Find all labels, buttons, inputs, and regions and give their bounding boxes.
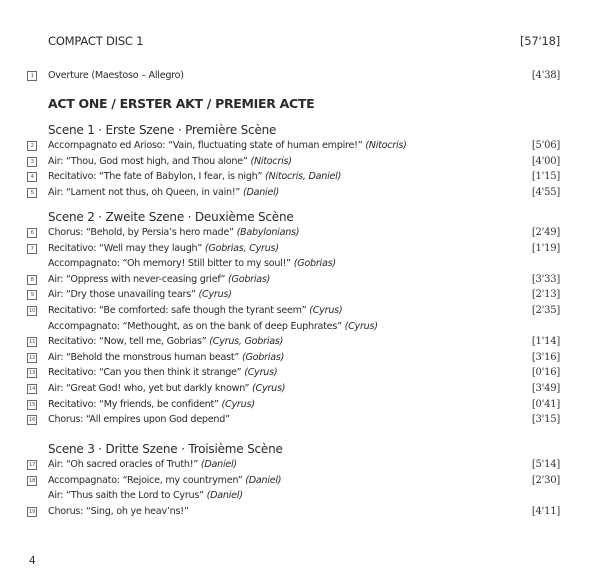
track-row bbox=[27, 154, 560, 169]
track-performers: (Daniel) bbox=[200, 459, 237, 470]
track-duration: [4'00] bbox=[531, 155, 560, 167]
disc-title: COMPACT DISC 1 bbox=[48, 34, 144, 48]
track-title-text: Air: “Great God! who, yet but darkly known” bbox=[48, 383, 250, 394]
track-performers: (Gobrias) bbox=[241, 351, 285, 363]
track-duration: [2'13] bbox=[531, 289, 560, 301]
track-title-text: Recitativo: “The fate of Babylon, I fear, is nigh” bbox=[48, 171, 263, 183]
track-title bbox=[48, 241, 279, 256]
track-duration: [3'15] bbox=[531, 414, 560, 426]
track-title bbox=[48, 457, 237, 472]
disc-total-duration: [57'18] bbox=[519, 34, 560, 48]
track-number-box: 17 bbox=[28, 462, 36, 468]
track-performers: (Daniel) bbox=[206, 490, 243, 502]
track-performers: (Cyrus) bbox=[309, 305, 343, 316]
track-duration: [1'15] bbox=[531, 171, 560, 183]
track-number-box: 19 bbox=[28, 508, 36, 515]
track-duration: [2'49] bbox=[531, 227, 560, 238]
track-row bbox=[27, 334, 560, 349]
track-performers: (Cyrus) bbox=[244, 367, 278, 379]
track-duration: [1'14] bbox=[531, 336, 560, 348]
track-title bbox=[48, 225, 299, 240]
track-title bbox=[48, 334, 283, 349]
track-performers: (Nitocris, Daniel) bbox=[265, 171, 342, 183]
track-title-text: Chorus: “Sing, oh ye heav’ns!” bbox=[48, 505, 189, 517]
track-number-box: 16 bbox=[28, 417, 36, 424]
scene-heading: Scene 3 · Dritte Szene · Troisième Scène bbox=[48, 442, 283, 456]
track-number-box: 3 bbox=[27, 157, 37, 167]
track-row bbox=[27, 473, 560, 488]
track-row bbox=[27, 457, 560, 472]
track-row bbox=[27, 350, 560, 365]
track-title bbox=[48, 154, 292, 169]
track-duration: [3'33] bbox=[531, 273, 560, 285]
track-title-text: Recitativo: “Well may they laugh” bbox=[48, 242, 203, 254]
track-title bbox=[48, 504, 189, 519]
track-duration: [5'06] bbox=[531, 140, 560, 151]
track-performers: (Babylonians) bbox=[236, 227, 300, 238]
track-number-box: 2 bbox=[27, 141, 37, 151]
track-number-box: 15 bbox=[28, 401, 36, 408]
track-performers: (Cyrus) bbox=[344, 320, 378, 332]
track-number-box: 11 bbox=[28, 339, 36, 346]
track-number-box: 8 bbox=[27, 275, 37, 285]
track-title-text: Recitativo: “My friends, be confident” bbox=[48, 398, 219, 410]
track-performers: (Gobrias, Cyrus) bbox=[204, 242, 279, 254]
scene-heading: Scene 1 · Erste Szene · Première Scène bbox=[48, 123, 277, 137]
disc-header bbox=[48, 34, 560, 52]
track-performers: (Nitocris) bbox=[250, 155, 292, 167]
track-number-box: 14 bbox=[28, 386, 36, 392]
track-row bbox=[27, 272, 560, 287]
track-row bbox=[27, 319, 560, 334]
track-title bbox=[48, 256, 336, 271]
track-number-box: 12 bbox=[28, 354, 36, 361]
track-row bbox=[27, 365, 560, 380]
track-duration: [5'14] bbox=[531, 459, 560, 470]
track-number-box: 10 bbox=[28, 308, 36, 314]
track-row bbox=[27, 397, 560, 412]
track-row bbox=[27, 488, 560, 503]
track-duration: [4'11] bbox=[531, 505, 560, 517]
track-number-box: 18 bbox=[28, 477, 36, 484]
track-number-box: 4 bbox=[27, 172, 37, 182]
act-heading: ACT ONE / ERSTER AKT / PREMIER ACTE bbox=[48, 96, 315, 111]
track-title-text: Recitativo: “Be comforted: safe though the tyrant seem” bbox=[48, 305, 307, 316]
page-number: 4 bbox=[29, 555, 36, 567]
track-title bbox=[48, 138, 407, 153]
track-number-box: 6 bbox=[27, 228, 37, 238]
track-row bbox=[27, 241, 560, 256]
track-duration: [2'30] bbox=[531, 474, 560, 486]
scene-heading: Scene 2 · Zweite Szene · Deuxième Scène bbox=[48, 210, 294, 224]
track-number-box: 5 bbox=[27, 188, 37, 198]
track-title-text: Air: “Oh sacred oracles of Truth!” bbox=[48, 459, 199, 470]
track-title-text: Air: “Thus saith the Lord to Cyrus” bbox=[48, 490, 204, 502]
track-title bbox=[48, 319, 378, 334]
track-performers: (Daniel) bbox=[245, 474, 282, 486]
track-title-text: Air: “Behold the monstrous human beast” bbox=[48, 351, 240, 363]
track-duration: [3'49] bbox=[531, 383, 560, 394]
track-duration: [3'16] bbox=[531, 351, 560, 363]
track-duration: [0'16] bbox=[531, 367, 560, 379]
track-title-text: Overture (Maestoso – Allegro) bbox=[48, 70, 184, 81]
track-title bbox=[48, 272, 270, 287]
track-title bbox=[48, 169, 341, 184]
track-title-text: Accompagnato: “Rejoice, my countrymen” bbox=[48, 474, 243, 486]
track-performers: (Cyrus) bbox=[221, 398, 255, 410]
track-number-box: 1 bbox=[27, 71, 37, 81]
track-row bbox=[27, 185, 560, 200]
track-row bbox=[27, 287, 560, 302]
track-title bbox=[48, 412, 230, 427]
track-row bbox=[27, 256, 560, 271]
track-duration: [1'19] bbox=[531, 242, 560, 254]
track-performers: (Daniel) bbox=[242, 186, 280, 198]
track-title-text: Chorus: “Behold, by Persia’s hero made” bbox=[48, 227, 234, 238]
track-number-box: 9 bbox=[27, 290, 37, 300]
track-title bbox=[48, 287, 232, 302]
track-title bbox=[48, 68, 184, 83]
track-title bbox=[48, 397, 255, 412]
track-row bbox=[27, 225, 560, 240]
track-title bbox=[48, 350, 284, 365]
track-row-overture bbox=[27, 68, 560, 83]
track-title bbox=[48, 185, 279, 200]
track-title bbox=[48, 381, 285, 396]
track-row bbox=[27, 381, 560, 396]
track-number-box: 13 bbox=[28, 370, 36, 377]
track-title-text: Accompagnato ed Arioso: “Vain, fluctuating state of human empire!” bbox=[48, 140, 363, 151]
track-performers: (Cyrus) bbox=[198, 289, 232, 301]
track-performers: (Cyrus, Gobrias) bbox=[209, 336, 284, 348]
track-title-text: Air: “Oppress with never-ceasing grief” bbox=[48, 273, 226, 285]
track-row bbox=[27, 138, 560, 153]
track-title-text: Air: “Lament not thus, oh Queen, in vain!” bbox=[48, 186, 241, 198]
track-title-text: Recitativo: “Now, tell me, Gobrias” bbox=[48, 336, 207, 348]
track-row bbox=[27, 169, 560, 184]
track-title-text: Chorus: “All empires upon God depend” bbox=[48, 414, 230, 426]
track-duration: [4'38] bbox=[531, 70, 560, 81]
track-performers: (Cyrus) bbox=[252, 383, 286, 394]
track-number-box: 7 bbox=[27, 244, 37, 254]
track-row bbox=[27, 412, 560, 427]
track-title bbox=[48, 473, 281, 488]
track-duration: [2'35] bbox=[531, 305, 560, 316]
track-title bbox=[48, 365, 277, 380]
track-row bbox=[27, 504, 560, 519]
track-performers: (Gobrias) bbox=[228, 273, 271, 285]
track-duration: [4'55] bbox=[531, 186, 560, 198]
track-duration: [0'41] bbox=[531, 398, 560, 410]
track-title bbox=[48, 303, 342, 318]
track-performers: (Gobrias) bbox=[293, 258, 336, 270]
track-title-text: Air: “Dry those unavailing tears” bbox=[48, 289, 196, 301]
track-performers: (Nitocris) bbox=[365, 140, 407, 151]
track-title-text: Accompagnato: “Oh memory! Still bitter to my soul!” bbox=[48, 258, 291, 270]
track-title-text: Recitativo: “Can you then think it strange” bbox=[48, 367, 242, 379]
track-title-text: Accompagnato: “Methought, as on the bank of deep Euphrates” bbox=[48, 320, 342, 332]
track-title-text: Air: “Thou, God most high, and Thou alone” bbox=[48, 155, 248, 167]
track-row bbox=[27, 303, 560, 318]
track-title bbox=[48, 488, 243, 503]
